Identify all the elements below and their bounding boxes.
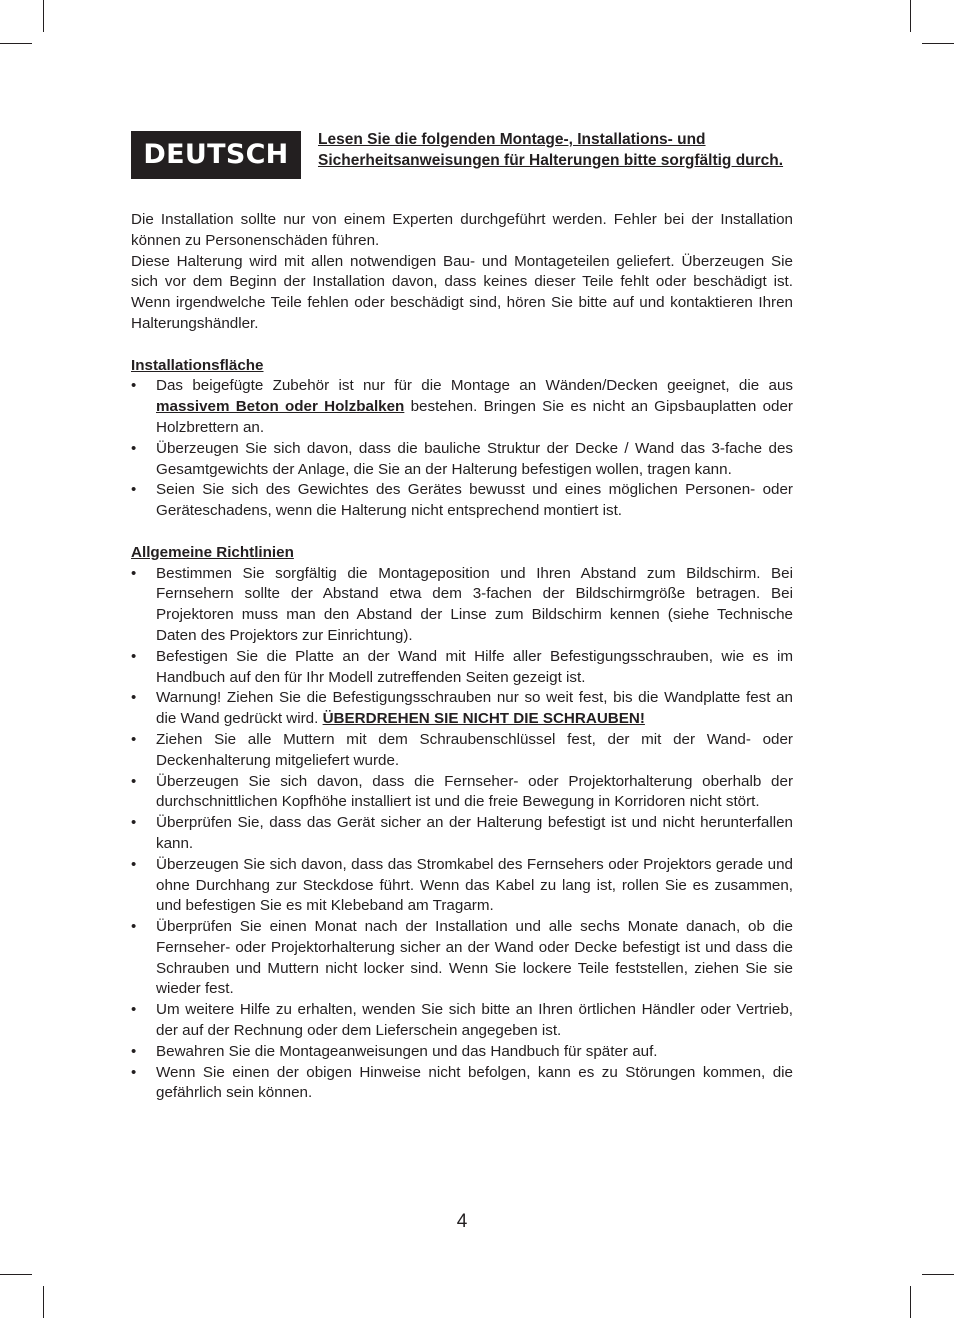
list-item: [131, 376, 793, 438]
crop-mark-bottom-right-horizontal: [922, 1274, 954, 1275]
list-item-text: bestehen. Bringen Sie es nicht an Gipsbauplatten oder Holzbrettern an.: [156, 398, 793, 436]
crop-mark-top-left-horizontal: [0, 43, 32, 44]
list-item: • Ziehen Sie alle Muttern mit dem Schraubenschlüssel fest, der mit der Wand- oder Deckenhalterung mitgeliefert wurde.: [131, 730, 793, 772]
list-item: • Wenn Sie einen der obigen Hinweise nicht befolgen, kann es zu Störungen kommen, die gefährlich sein können.: [131, 1063, 793, 1105]
section-title-allgemeine-richtlinien: Allgemeine Richtlinien: [131, 543, 294, 561]
page-header: [131, 129, 793, 191]
crop-mark-top-left-vertical: [43, 0, 44, 32]
intro-paragraph: Diese Halterung wird mit allen notwendigen Bau- und Montageteilen geliefert. Überzeugen Sie sich vor dem Beginn der Installation davon, dass keines dieser Teile fehlt oder beschädigt ist. Wenn irgendwelche Teile fehlen oder beschädigt sind, hören Sie bitte auf und kontaktieren Ihren Halterungshändler.: [131, 252, 793, 332]
crop-mark-bottom-right-vertical: [910, 1286, 911, 1318]
list-item: • Seien Sie sich des Gewichtes des Gerätes bewusst und eines möglichen Personen- oder Geräteschadens, wenn die Halterung nicht entsprechend montiert ist.: [131, 480, 793, 522]
list-item: • Bestimmen Sie sorgfältig die Montageposition und Ihren Abstand zum Bildschirm. Bei Fernsehern sollte der Abstand etwa dem 3-fachen der Bildschirmgröße betragen. Bei Projektoren muss man den Abstand der Linse zum Bildschirm kennen (siehe Technische Daten des Projektors zur Einrichtung).: [131, 564, 793, 647]
list-item: • Überprüfen Sie, dass das Gerät sicher an der Halterung befestigt ist und nicht herunterfallen kann.: [131, 813, 793, 855]
list-item: • Überprüfen Sie einen Monat nach der Installation und alle sechs Monate danach, ob die Fernseher- oder Projektorhalterung sicher an der Wand oder Decke befestigt ist und dass die Schrauben und Muttern nicht locker sind. Wenn Sie lockere Teile feststellen, ziehen Sie sie wieder fest.: [131, 917, 793, 1000]
intro-heading: Lesen Sie die folgenden Montage-, Installations- und Sicherheitsanweisungen für Halterungen bitte sorgfältig durch.: [318, 131, 784, 169]
document-body: [131, 210, 793, 1104]
section-title-installationsflaeche: Installationsfläche: [131, 356, 264, 374]
bullet-list-allgemeine-richtlinien: [131, 564, 793, 1105]
list-item-text: Warnung! Ziehen Sie die Befestigungsschrauben nur so weit fest, bis die Wandplatte fest an die Wand gedrückt wird.: [156, 689, 793, 728]
language-badge: DEUTSCH: [131, 131, 301, 179]
warning-emphasis-text: ÜBERDREHEN SIE NICHT DIE SCHRAUBEN!: [322, 710, 645, 728]
list-item-text: Das beigefügte Zubehör ist nur für die Montage an Wänden/Decken geeignet, die aus: [156, 377, 793, 395]
list-item: [131, 688, 793, 730]
list-item: • Befestigen Sie die Platte an der Wand mit Hilfe aller Befestigungsschrauben, wie es im Handbuch auf den für Ihr Modell zutreffenden Seiten gezeigt ist.: [131, 647, 793, 689]
intro-paragraph: Die Installation sollte nur von einem Experten durchgeführt werden. Fehler bei der Installation können zu Personenschäden führen.: [131, 211, 793, 249]
crop-mark-bottom-left-vertical: [43, 1286, 44, 1318]
list-item: • Bewahren Sie die Montageanweisungen und das Handbuch für später auf.: [131, 1042, 793, 1063]
list-item: • Um weitere Hilfe zu erhalten, wenden Sie sich bitte an Ihren örtlichen Händler oder Vertrieb, der auf der Rechnung oder dem Lieferschein angegeben ist.: [131, 1000, 793, 1042]
crop-mark-bottom-left-horizontal: [0, 1274, 32, 1275]
crop-mark-top-right-vertical: [910, 0, 911, 32]
list-item: • Überzeugen Sie sich davon, dass die bauliche Struktur der Decke / Wand das 3-fache des Gesamtgewichts der Anlage, die Sie an der Halterung befestigen wollen, tragen kann.: [131, 439, 793, 481]
list-item: • Überzeugen Sie sich davon, dass das Stromkabel des Fernsehers oder Projektors gerade und ohne Durchhang zur Steckdose führt. Wenn das Kabel zu lang ist, rollen Sie es zusammen, und befestigen Sie es mit Klebeband am Tragarm.: [131, 855, 793, 917]
crop-mark-top-right-horizontal: [922, 43, 954, 44]
page-number: 4: [456, 1211, 468, 1232]
list-item: • Überzeugen Sie sich davon, dass die Fernseher- oder Projektorhalterung oberhalb der durchschnittlichen Kopfhöhe installiert ist und die freie Bewegung in Korridoren nicht stört.: [131, 772, 793, 814]
bullet-list-installationsflaeche: [131, 376, 793, 522]
emphasis-text: massivem Beton oder Holzbalken: [156, 398, 405, 416]
